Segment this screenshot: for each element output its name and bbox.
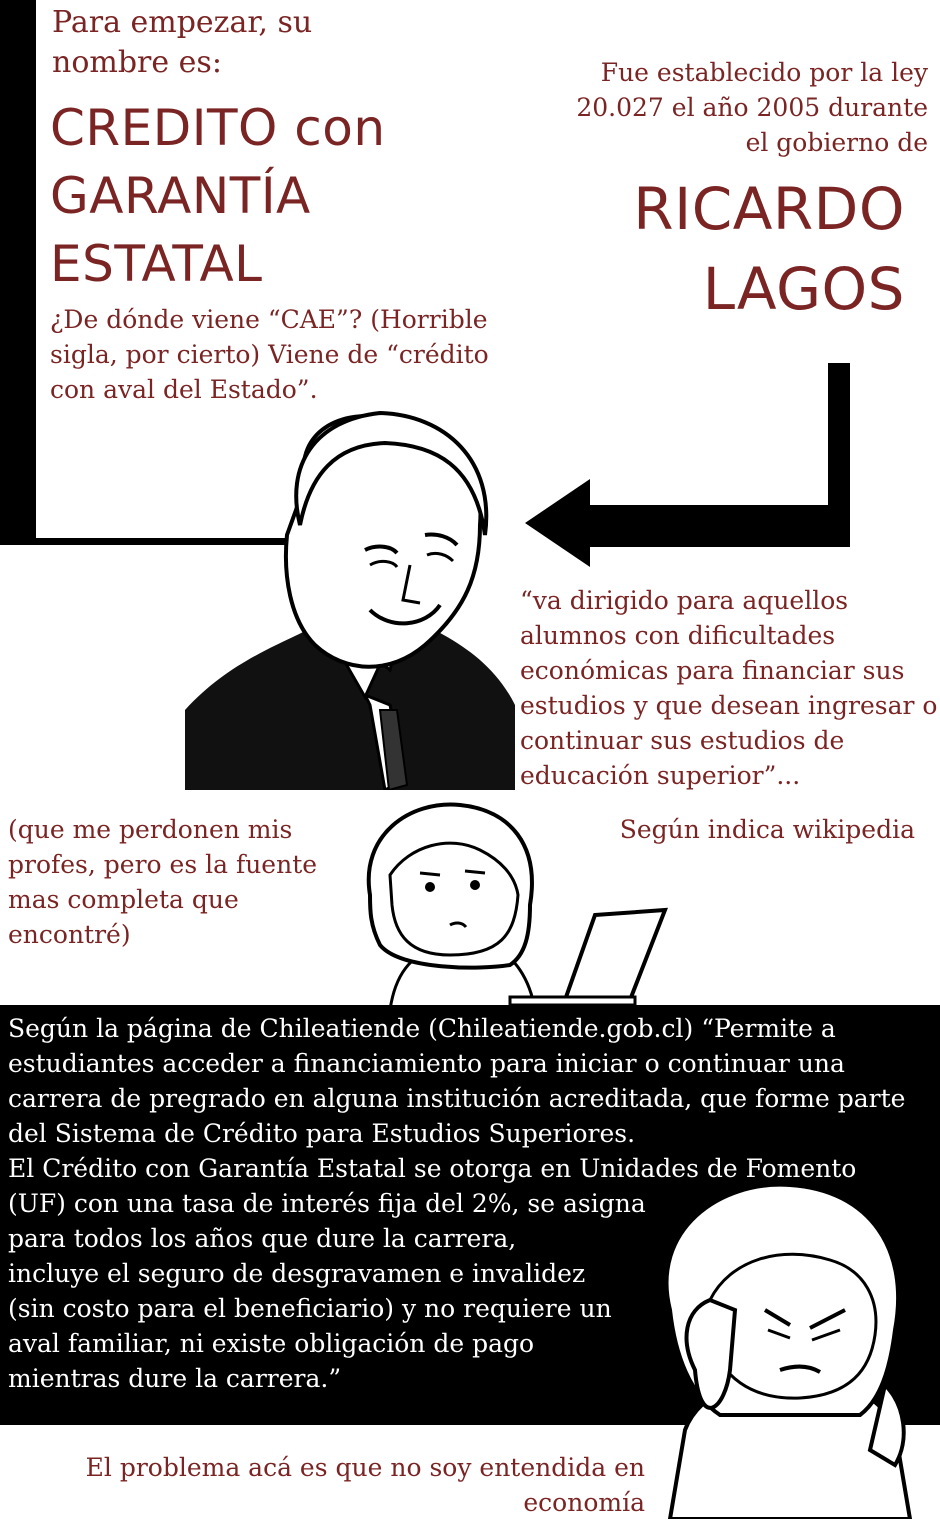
quote-source: Según indica wikipedia [619,815,915,844]
footer-text: El problema acá es que no soy entendida en economía [85,1453,645,1517]
president-name-1: RICARDO [633,175,905,243]
president-name-2: LAGOS [702,255,905,323]
left-bar [0,0,36,545]
credit-name-2: GARANTÍA [50,167,311,225]
intro-line-1: Para empezar, su [52,5,313,40]
arrow-graphic [520,355,860,570]
wikipedia-quote: “va dirigido para aquellos alumnos con dificultades económicas para financiar sus estudios y que desean ingresar o continuar sus estudios de educación superior”... [520,586,938,790]
credit-name-1: CREDITO con [50,99,386,157]
cae-question: ¿De dónde viene “CAE”? (Horrible sigla, por cierto) Viene de “crédito con aval del Estado”. [50,305,489,404]
chileatiende-para-2a: El Crédito con Garantía Estatal se otorga en Unidades de Fomento [8,1154,857,1183]
aside-note: (que me perdonen mis profes, pero es la fuente mas completa que encontré) [8,815,318,949]
credit-name-3: ESTATAL [50,235,263,293]
president-illustration [175,405,520,790]
frustrated-girl-illustration [640,1170,940,1519]
law-text: Fue establecido por la ley 20.027 el año 2005 durante el gobierno de [576,58,928,157]
girl-laptop-illustration [350,795,680,1010]
intro-line-2: nombre es: [52,45,222,80]
chileatiende-para-2b: (UF) con una tasa de interés fija del 2%, se asigna para todos los años que dure la carrera, [8,1189,646,1253]
chileatiende-para-1: Según la página de Chileatiende (Chileatiende.gob.cl) “Permite a estudiantes acceder a financiamiento para iniciar o continuar una carrera de pregrado en alguna institución acreditada, que forme parte del Sistema de Crédito para Estudios Superiores. [8,1014,906,1148]
chileatiende-para-2c: incluye el seguro de desgravamen e invalidez (sin costo para el beneficiario) y no requiere un aval familiar, ni existe obligación de pago mientras dure la carrera.” [8,1259,612,1393]
